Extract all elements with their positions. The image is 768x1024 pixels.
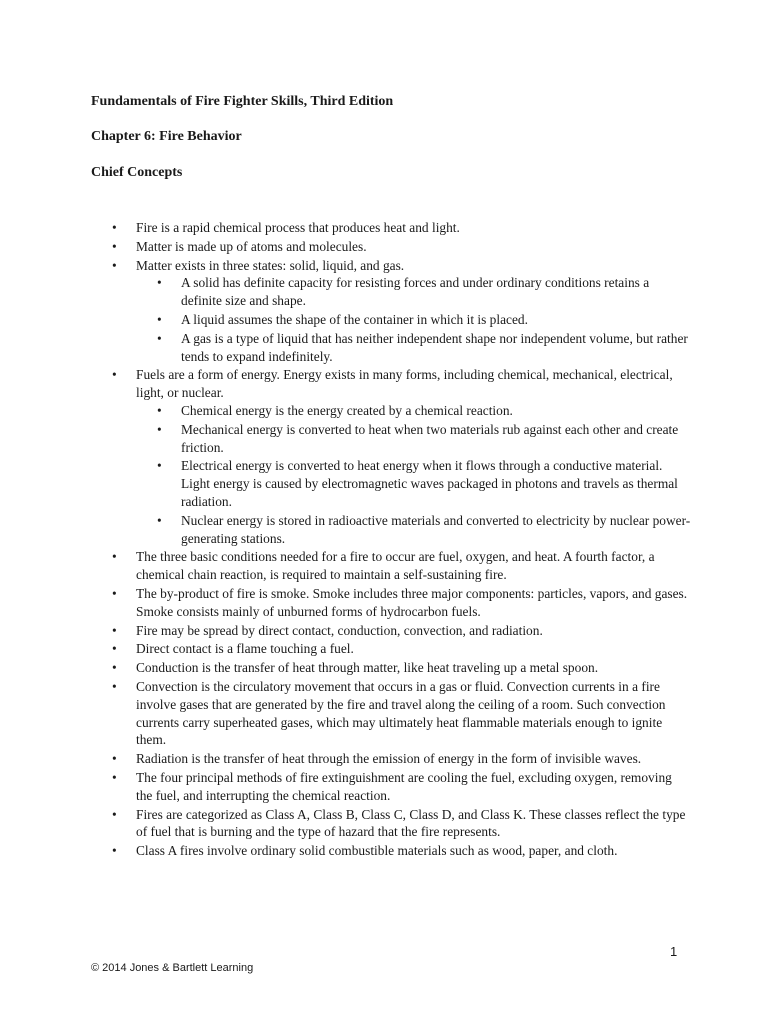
bullet-icon: • [157, 330, 162, 346]
list-item-text: Fuels are a form of energy. Energy exists in many forms, including chemical, mechanical, electrical, light, or nuclear. [136, 367, 673, 401]
sub-list-item-text: Chemical energy is the energy created by a chemical reaction. [181, 402, 513, 418]
bullet-icon: • [112, 549, 117, 565]
list-item-text: Convection is the circulatory movement that occurs in a gas or fluid. Convection currents in a fire involve gases that are generated by the fire and travel along the ceiling of a room. Such convection currents carry superheated gases, which may ultimately heat flammable materials enough to ignite them. [136, 678, 666, 748]
list-item [91, 640, 691, 658]
bullet-icon: • [157, 512, 162, 528]
concept-list [91, 219, 691, 861]
bullet-icon: • [157, 402, 162, 418]
list-item-text: Radiation is the transfer of heat through the emission of energy in the form of invisible waves. [136, 751, 642, 767]
bullet-icon: • [157, 458, 162, 474]
book-title: Fundamentals of Fire Fighter Skills, Third Edition [91, 94, 394, 109]
list-item [91, 219, 691, 237]
list-item-text: Class A fires involve ordinary solid combustible materials such as wood, paper, and cloth. [136, 843, 618, 859]
sub-list-item [136, 330, 691, 366]
sub-list-item-text: A gas is a type of liquid that has neither independent shape nor independent volume, but rather tends to expand indefinitely. [181, 330, 688, 364]
list-item [91, 548, 691, 584]
list-item [91, 750, 691, 768]
list-item [91, 659, 691, 677]
list-item [91, 238, 691, 256]
bullet-icon: • [112, 769, 117, 785]
sub-list-item [136, 402, 691, 420]
sub-list-item-text: Electrical energy is converted to heat energy when it flows through a conductive material. Light energy is caused by electromagnetic waves packaged in photons and travels as thermal radiation. [181, 458, 678, 509]
bullet-icon: • [157, 311, 162, 327]
bullet-icon: • [112, 843, 117, 859]
list-item [91, 842, 691, 860]
sub-list-item-text: Mechanical energy is converted to heat when two materials rub against each other and create friction. [181, 421, 679, 455]
list-item [91, 585, 691, 621]
list-item [91, 806, 691, 842]
bullet-icon: • [112, 641, 117, 657]
section-title: Chief Concepts [91, 165, 183, 180]
sub-list [136, 274, 691, 365]
sub-list-item [136, 421, 691, 457]
sub-list-item [136, 457, 691, 510]
bullet-icon: • [112, 238, 117, 254]
list-item-text: The by-product of fire is smoke. Smoke includes three major components: particles, vapors, and gases. Smoke consists mainly of unburned forms of hydrocarbon fuels. [136, 585, 688, 619]
page-number: 1 [670, 944, 678, 959]
bullet-icon: • [157, 421, 162, 437]
list-item [91, 366, 691, 547]
bullet-icon: • [112, 806, 117, 822]
list-item-text: Matter is made up of atoms and molecules. [136, 238, 367, 254]
list-item [91, 257, 691, 366]
list-item-text: Conduction is the transfer of heat through matter, like heat traveling up a metal spoon. [136, 660, 599, 676]
bullet-icon: • [112, 622, 117, 638]
list-item-text: Fire is a rapid chemical process that produces heat and light. [136, 220, 460, 235]
list-item [91, 769, 691, 805]
sub-list-item-text: A liquid assumes the shape of the container in which it is placed. [181, 311, 528, 327]
bullet-icon: • [112, 367, 117, 383]
sub-list-item [136, 311, 691, 329]
list-item-text: Fire may be spread by direct contact, conduction, convection, and radiation. [136, 622, 543, 638]
bullet-icon: • [112, 660, 117, 676]
sub-list [136, 402, 691, 547]
list-item-text: Fires are categorized as Class A, Class B, Class C, Class D, and Class K. These classes reflect the type of fuel that is burning and the type of hazard that the fire represents. [136, 806, 686, 840]
list-item-text: The three basic conditions needed for a fire to occur are fuel, oxygen, and heat. A fourth factor, a chemical chain reaction, is required to maintain a self-sustaining fire. [136, 549, 655, 583]
list-item [91, 622, 691, 640]
list-item-text: Matter exists in three states: solid, liquid, and gas. [136, 257, 405, 273]
list-item-text: Direct contact is a flame touching a fuel. [136, 641, 354, 657]
list-item [91, 678, 691, 749]
bullet-icon: • [112, 257, 117, 273]
chapter-title: Chapter 6: Fire Behavior [91, 129, 242, 144]
bullet-icon: • [112, 751, 117, 767]
sub-list-item [136, 274, 691, 310]
list-item-text: The four principal methods of fire extinguishment are cooling the fuel, excluding oxygen, removing the fuel, and interrupting the chemical reaction. [136, 769, 672, 803]
sub-list-item-text: Nuclear energy is stored in radioactive materials and converted to electricity by nuclear power-generating stations. [181, 512, 691, 546]
bullet-icon: • [112, 220, 117, 235]
bullet-icon: • [112, 678, 117, 694]
bullet-icon: • [157, 275, 162, 291]
copyright-footer: © 2014 Jones & Bartlett Learning [91, 962, 254, 974]
sub-list-item-text: A solid has definite capacity for resisting forces and under ordinary conditions retains a definite size and shape. [181, 275, 650, 309]
bullet-icon: • [112, 585, 117, 601]
sub-list-item [136, 512, 691, 548]
